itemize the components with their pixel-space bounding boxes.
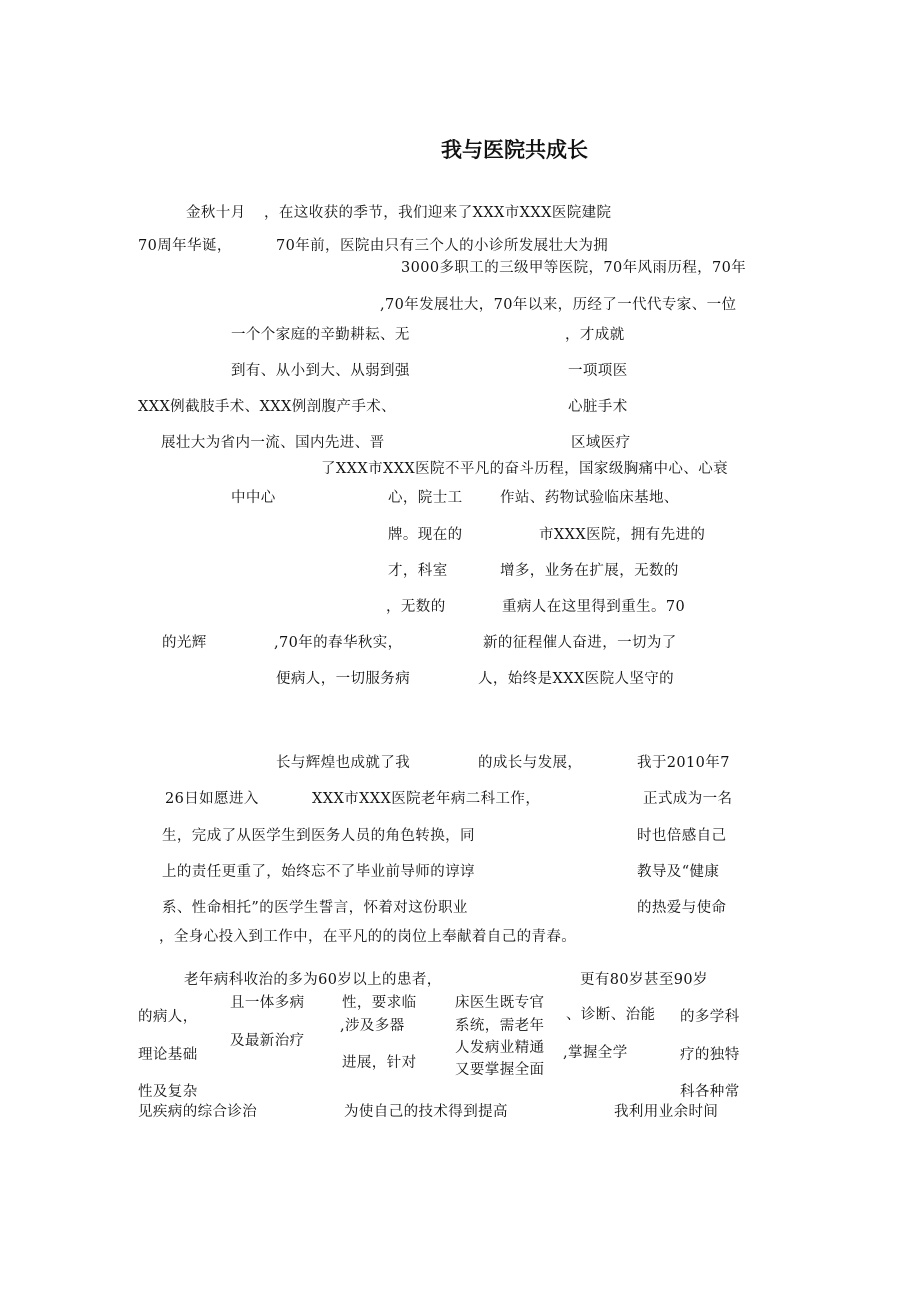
text-fragment: 一项项医 (568, 363, 628, 379)
text-fragment: 人，始终是XXX医院人坚守的 (478, 671, 675, 687)
text-fragment: ,涉及多器 (340, 1018, 405, 1034)
text-fragment: 才，科室 (388, 563, 448, 579)
text-fragment: 的病人， (138, 1009, 198, 1025)
text-fragment: 的热爱与使命 (637, 900, 727, 916)
text-fragment: 老年病科收治的多为60岁以上的患者， (184, 972, 442, 988)
text-fragment: 及最新治疗 (230, 1033, 305, 1049)
text-fragment: ,70年的春华秋实， (274, 635, 403, 651)
text-fragment: 且一体多病 (230, 995, 305, 1011)
text-fragment: 更有80岁甚至90岁 (580, 972, 708, 988)
text-fragment: XXX例截肢手术、XXX例剖腹产手术、 (138, 399, 397, 415)
text-fragment: 性，要求临 (342, 995, 417, 1011)
text-fragment: 作站、药物试验临床基地、 (500, 490, 679, 506)
text-fragment: 新的征程催人奋进，一切为了 (483, 635, 677, 651)
text-fragment: 我于2010年7 (637, 755, 730, 771)
text-fragment: 人发病业精通 (455, 1040, 545, 1056)
text-fragment: ，在这收获的季节，我们迎来了XXX市XXX医院建院 (264, 205, 612, 221)
text-fragment: ，才成就 (565, 327, 625, 343)
text-fragment: 系统，需老年 (455, 1018, 545, 1034)
text-fragment: 中中心 (231, 490, 276, 506)
text-fragment: 一个个家庭的辛勤耕耘、无 (231, 327, 410, 343)
text-fragment: 疗的独特 (680, 1047, 740, 1063)
text-fragment: 的成长与发展， (478, 755, 583, 771)
text-fragment: 进展，针对 (342, 1055, 417, 1071)
text-fragment: 了XXX市XXX医院不平凡的奋斗历程，国家级胸痛中心、心衰 (321, 461, 729, 477)
text-fragment: ，全身心投入到工作中，在平凡的的岗位上奉献着自己的青春。 (159, 929, 577, 945)
text-fragment: 理论基础 (138, 1047, 198, 1063)
document-title: 我与医院共成长 (441, 138, 588, 162)
text-fragment: 长与辉煌也成就了我 (276, 755, 411, 771)
text-fragment: 生，完成了从医学生到医务人员的角色转换，同 (162, 828, 475, 844)
text-fragment: 床医生既专官 (455, 995, 545, 1011)
text-fragment: 牌。现在的 (388, 527, 463, 543)
text-fragment: 心脏手术 (568, 399, 628, 415)
text-fragment: 到有、从小到大、从弱到强 (231, 363, 410, 379)
text-fragment: 、诊断、治能 (566, 1007, 656, 1023)
text-fragment: ，无数的 (386, 599, 446, 615)
text-fragment: ,70年发展壮大，70年以来，历经了一代代专家、一位 (380, 297, 737, 313)
text-fragment: 3000多职工的三级甲等医院，70年风雨历程，70年 (401, 260, 747, 276)
text-fragment: 70周年华诞， (138, 238, 232, 254)
text-fragment: 见疾病的综合诊治 (138, 1104, 258, 1120)
text-fragment: 增多，业务在扩展，无数的 (500, 563, 679, 579)
text-fragment: 性及复杂 (138, 1084, 198, 1100)
text-fragment: 正式成为一名 (643, 791, 733, 807)
text-fragment: 便病人，一切服务病 (276, 671, 411, 687)
text-fragment: 上的责任更重了，始终忘不了毕业前导师的谆谆 (162, 864, 475, 880)
text-fragment: 70年前，医院由只有三个人的小诊所发展壮大为拥 (276, 238, 609, 254)
text-fragment: 金秋十月 (186, 205, 246, 221)
text-fragment: 科各种常 (680, 1084, 740, 1100)
text-fragment: 又要掌握全面 (455, 1062, 545, 1078)
text-fragment: 系、性命相托”的医学生誓言，怀着对这份职业 (162, 900, 468, 916)
text-fragment: 我利用业余时间 (614, 1104, 719, 1120)
text-fragment: 展壮大为省内一流、国内先进、晋 (161, 435, 385, 451)
text-fragment: 时也倍感自己 (637, 828, 727, 844)
text-fragment: 市XXX医院，拥有先进的 (539, 527, 706, 543)
text-fragment: 区域医疗 (571, 435, 631, 451)
text-fragment: 26日如愿进入 (165, 791, 259, 807)
text-fragment: 的多学科 (680, 1009, 740, 1025)
text-fragment: ,掌握全学 (563, 1045, 628, 1061)
text-fragment: 重病人在这里得到重生。70 (502, 599, 686, 615)
text-fragment: 心，院士工 (388, 490, 463, 506)
text-fragment: 为使自己的技术得到提高 (344, 1104, 508, 1120)
text-fragment: 的光辉 (162, 635, 207, 651)
text-fragment: 教导及“健康 (637, 864, 720, 880)
text-fragment: XXX市XXX医院老年病二科工作， (312, 791, 541, 807)
